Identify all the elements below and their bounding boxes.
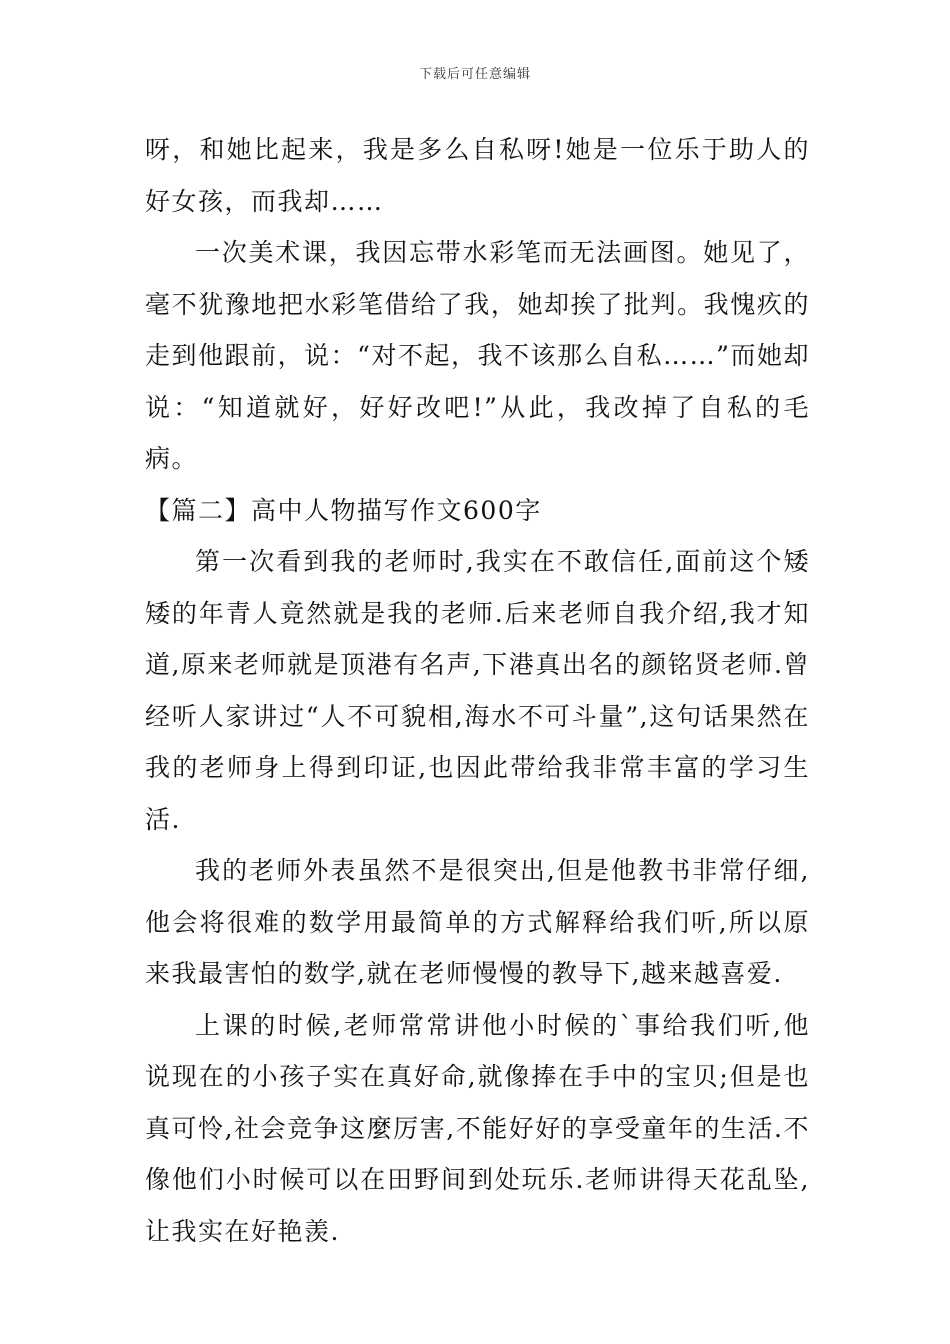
document-body <box>145 124 810 1257</box>
paragraph-1: 呀，和她比起来，我是多么自私呀!她是一位乐于助人的好女孩，而我却…… <box>145 135 810 216</box>
paragraph-3: 第一次看到我的老师时,我实在不敢信任,面前这个矮矮的年青人竟然就是我的老师.后来老师自我介绍,我才知道,原来老师就是顶港有名声,下港真出名的颜铭贤老师.曾经听人家讲过“人不可貌相,海水不可斗量”,这句话果然在我的老师身上得到印证,也因此带给我非常丰富的学习生活. <box>145 547 810 834</box>
header-note: 下载后可任意编辑 <box>418 67 531 82</box>
paragraph-2: 一次美术课，我因忘带水彩笔而无法画图。她见了，毫不犹豫地把水彩笔借给了我，她却挨了批判。我愧疚的走到他跟前，说：“对不起，我不该那么自私……”而她却说：“知道就好，好好改吧!”从此，我改掉了自私的毛病。 <box>145 238 810 473</box>
paragraph-4: 我的老师外表虽然不是很突出,但是他教书非常仔细,他会将很难的数学用最简单的方式解释给我们听,所以原来我最害怕的数学,就在老师慢慢的教导下,越来越喜爱. <box>145 856 810 988</box>
paragraph-5: 上课的时候,老师常常讲他小时候的`事给我们听,他说现在的小孩子实在真好命,就像捧在手中的宝贝;但是也真可怜,社会竞争这麼厉害,不能好好的享受童年的生活.不像他们小时候可以在田野间到处玩乐.老师讲得天花乱坠,让我实在好艳羡. <box>145 1010 810 1246</box>
section-heading: 【篇二】高中人物描写作文600字 <box>145 495 542 525</box>
